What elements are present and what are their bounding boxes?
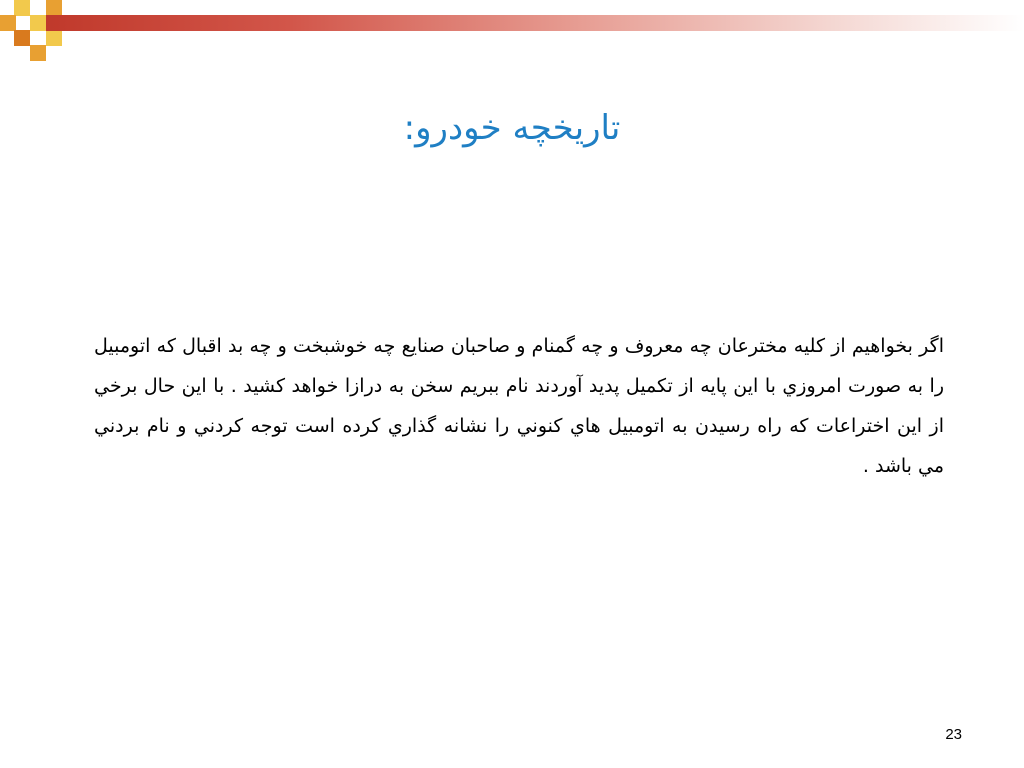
slide-title: تاریخچه خودرو: [403, 108, 621, 148]
deco-square [0, 15, 16, 31]
header-bar [46, 15, 1024, 31]
deco-square [30, 45, 46, 61]
deco-square [14, 0, 30, 16]
header-decoration [0, 0, 1024, 70]
deco-square [30, 15, 46, 31]
page-number: 23 [945, 726, 962, 743]
deco-square [46, 30, 62, 46]
deco-square [14, 30, 30, 46]
deco-square [46, 0, 62, 16]
slide-body-text: اگر بخواهيم از کليه مخترعان چه معروف و چه گمنام و صاحبان صنايع چه خوشبخت و چه بد اقبال که اتومبيل را به صورت امروزي با اين پايه از تکميل پديد آوردند نام ببريم سخن به درازا خواهد کشيد . با اين حال برخي از اين اختراعات که راه رسيدن به اتومبيل هاي کنوني را نشانه گذاري کرده است توجه کردني و نام بردني مي باشد . [94, 335, 944, 477]
